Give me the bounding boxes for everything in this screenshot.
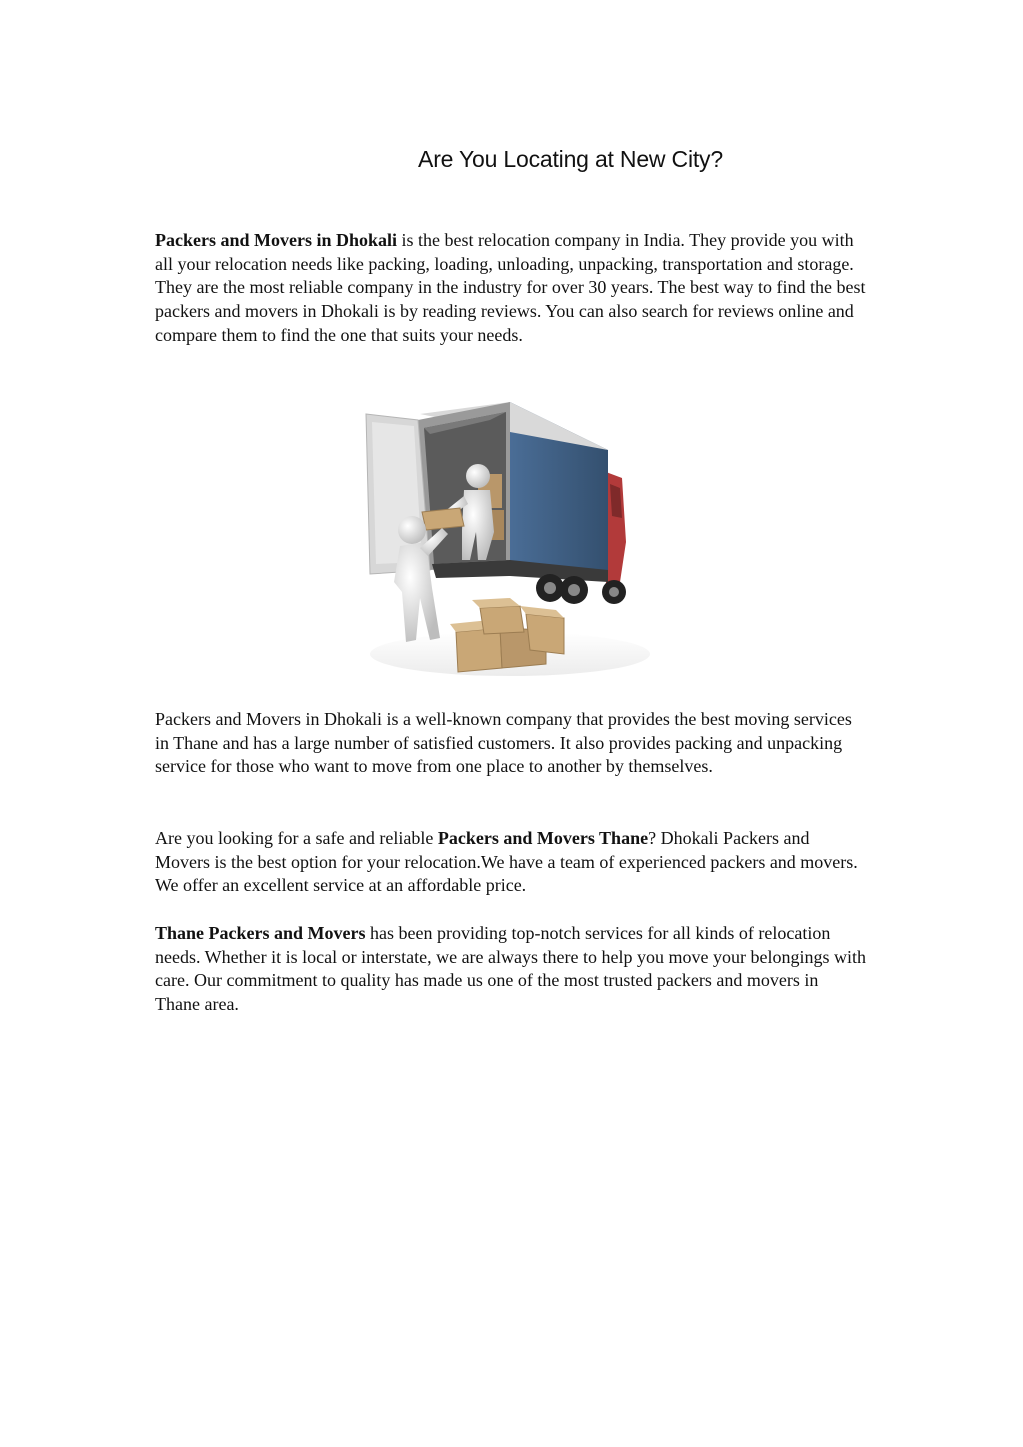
safe-reliable-bold: Packers and Movers Thane [437,828,649,848]
intro-paragraph [155,229,867,348]
page-title: Are You Locating at New City? [418,146,723,172]
thane-bold-lead: Thane Packers and Movers [155,923,366,943]
moving-truck-icon [360,392,652,684]
company-paragraph: Packers and Movers in Dhokali is a well-known company that provides the best moving services in Thane and has a large number of satisfied customers. It also provides packing and unpacking service for those who want to move from one place to another by themselves. [155,709,852,777]
safe-reliable-text-before: Are you looking for a safe and reliable [155,828,438,848]
safe-reliable-paragraph [155,827,867,898]
moving-truck-illustration [360,392,652,684]
safe-reliable-text-after: ? Dhokali Packers and Movers is the best option for your relocation.We have a team of experienced packers and movers. We offer an excellent service at an affordable price. [155,828,858,896]
intro-text: is the best relocation company in India. They provide you with all your relocation needs like packing, loading, unloading, unpacking, transportation and storage. They are the most reliable company in the industry for over 30 years. The best way to find the best packers and movers in Dhokali is by reading reviews. You can also search for reviews online and compare them to find the one that suits your needs. [155,230,866,345]
intro-bold-lead: Packers and Movers in Dhokali [155,230,398,250]
thane-text: has been providing top-notch services for all kinds of relocation needs. Whether it is local or interstate, we are always there to help you move your belongings with care. Our commitment to quality has made us one of the most trusted packers and movers in Thane area. [155,923,866,1015]
thane-paragraph [155,922,867,1017]
